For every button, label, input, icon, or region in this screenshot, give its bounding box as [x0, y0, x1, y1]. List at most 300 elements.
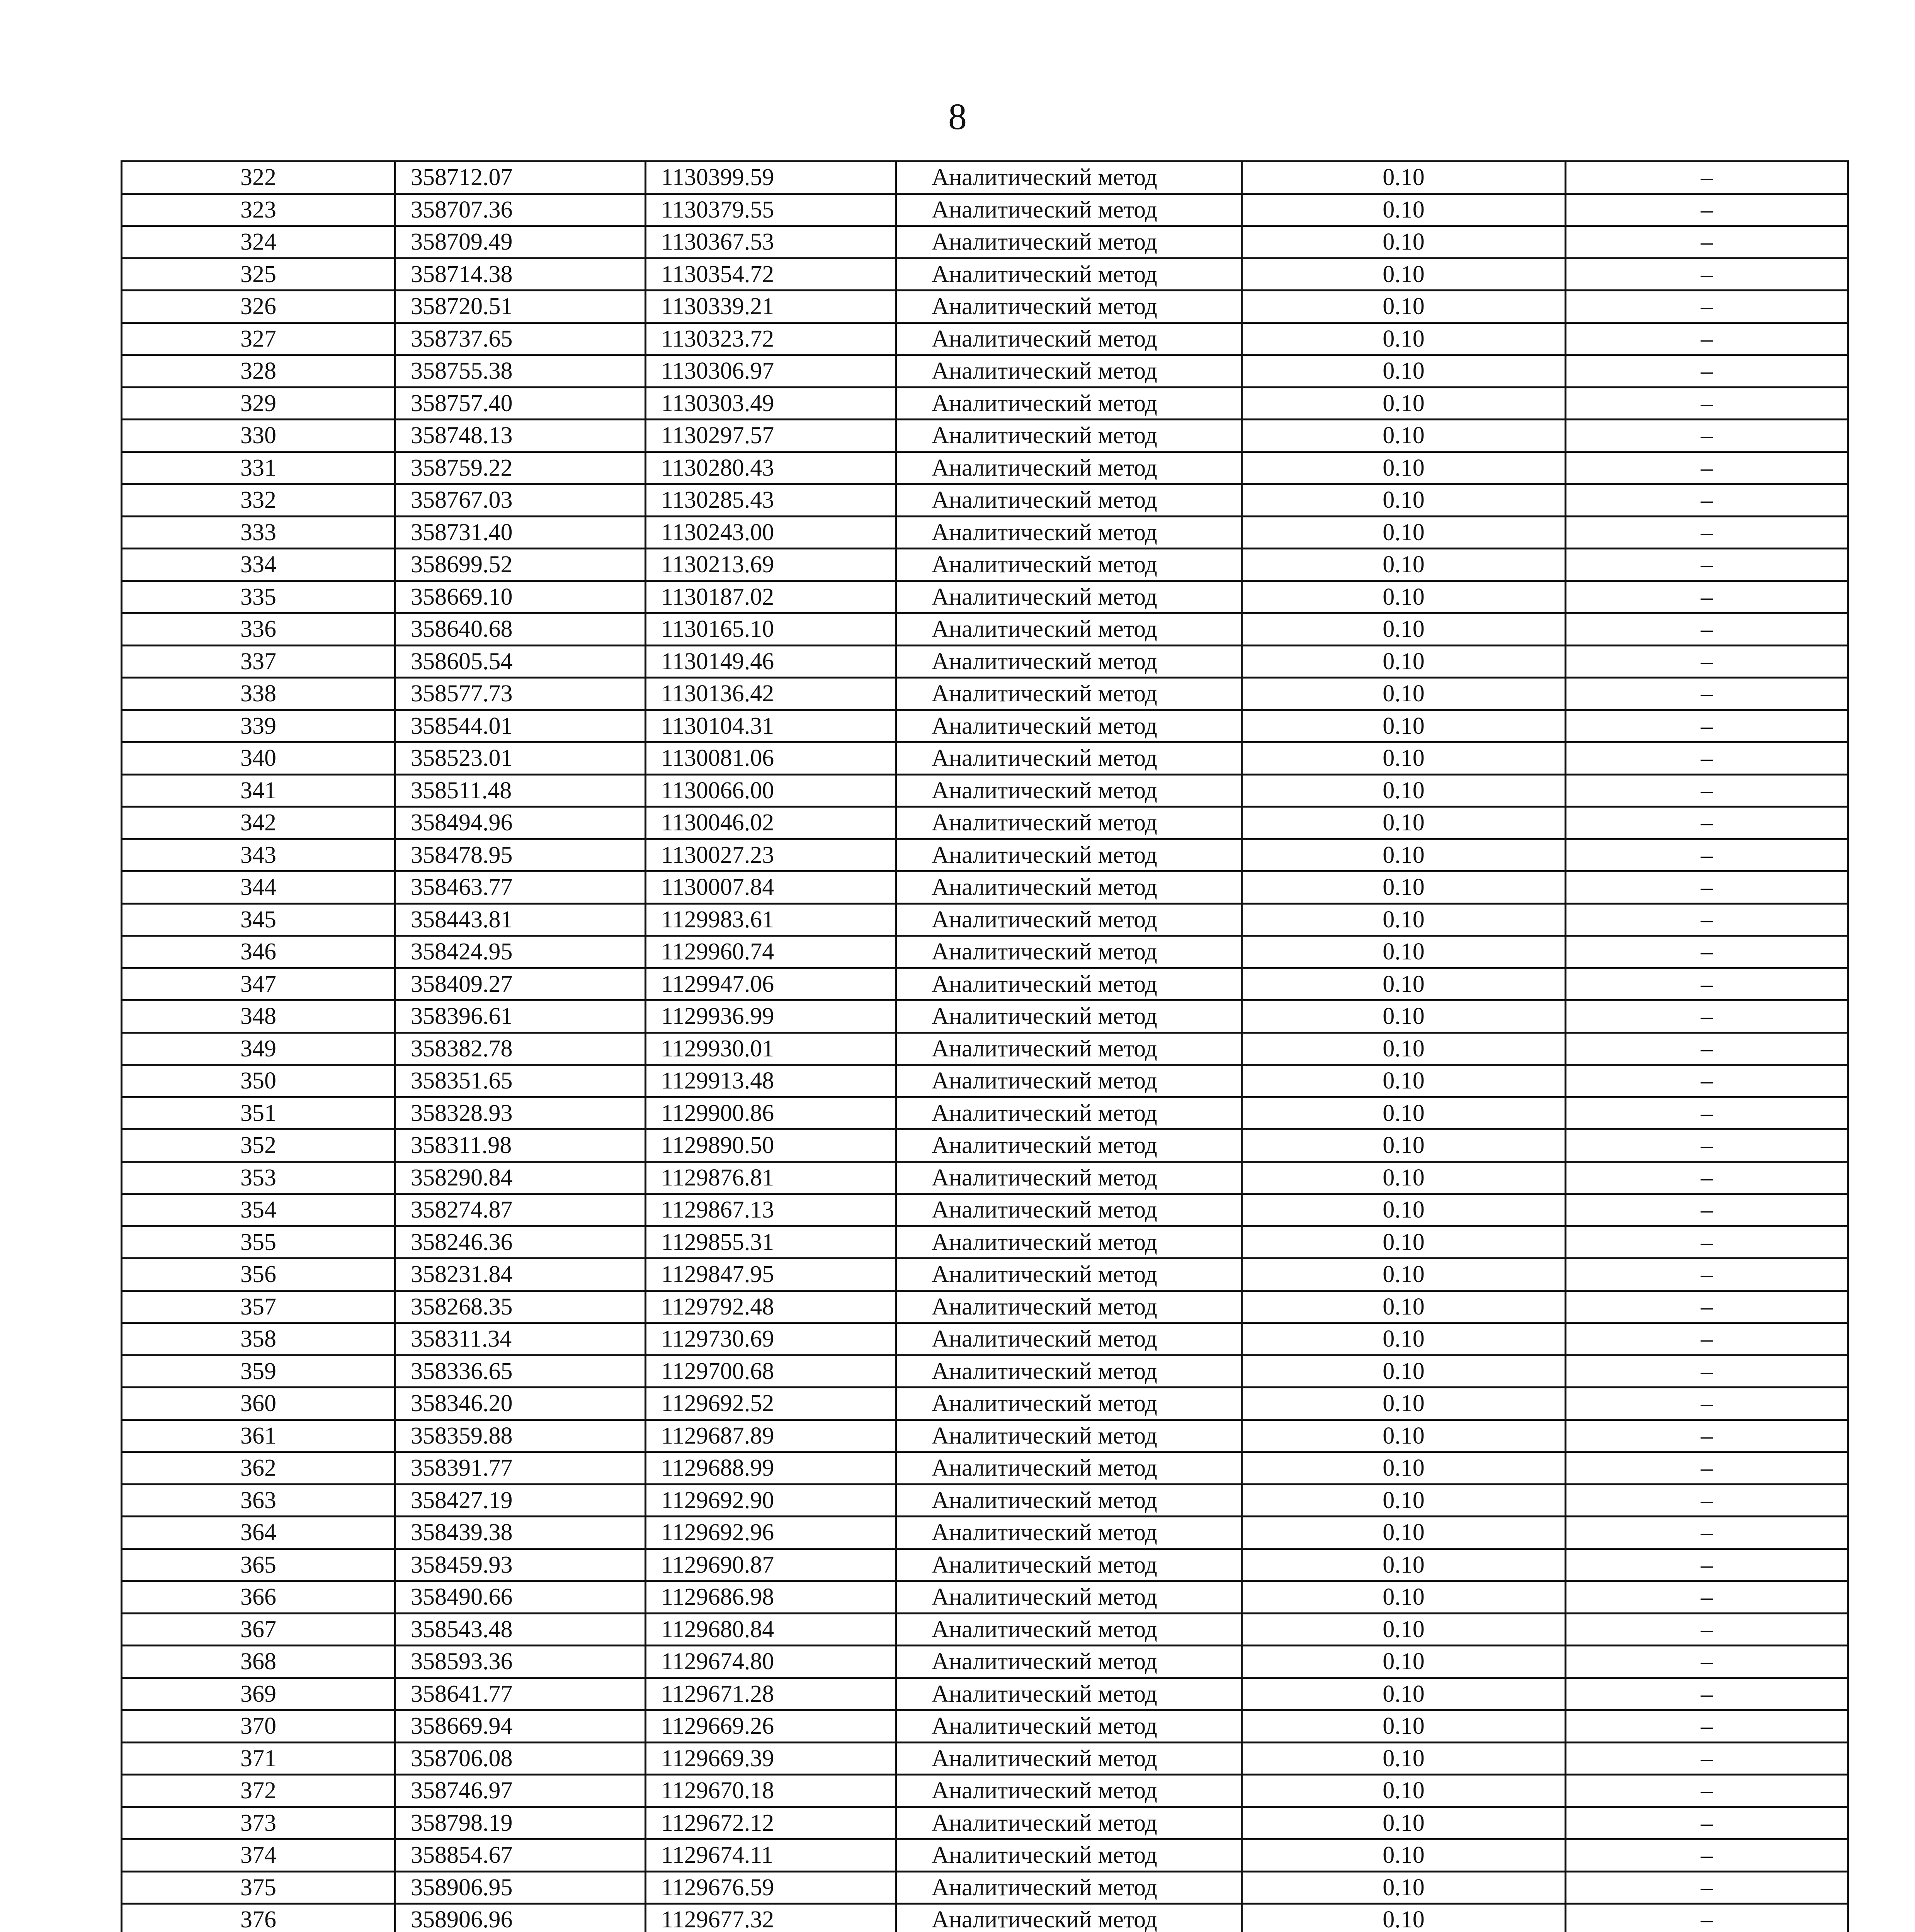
- coord-x: 358712.07: [395, 162, 646, 194]
- point-number: 355: [122, 1226, 395, 1259]
- coord-y: 1130323.72: [646, 323, 896, 355]
- method-cell: Аналитический метод: [896, 1129, 1242, 1162]
- description-cell: –: [1566, 1388, 1848, 1420]
- description-cell: –: [1566, 323, 1848, 355]
- coord-x: 358351.65: [395, 1065, 646, 1097]
- method-cell: Аналитический метод: [896, 1775, 1242, 1807]
- description-cell: –: [1566, 258, 1848, 291]
- method-cell: Аналитический метод: [896, 452, 1242, 484]
- coord-y: 1129930.01: [646, 1032, 896, 1065]
- coord-y: 1130104.31: [646, 710, 896, 742]
- table-row: [122, 871, 1848, 904]
- description-cell: –: [1566, 1839, 1848, 1872]
- method-cell: Аналитический метод: [896, 1484, 1242, 1517]
- method-cell: Аналитический метод: [896, 387, 1242, 420]
- point-number: 370: [122, 1710, 395, 1743]
- coord-x: 358490.66: [395, 1581, 646, 1614]
- table-row: [122, 516, 1848, 549]
- point-number: 349: [122, 1032, 395, 1065]
- description-cell: –: [1566, 1259, 1848, 1291]
- method-cell: Аналитический метод: [896, 1259, 1242, 1291]
- table-row: [122, 1032, 1848, 1065]
- coord-x: 358439.38: [395, 1517, 646, 1549]
- accuracy-cell: 0.10: [1242, 323, 1566, 355]
- coord-x: 358328.93: [395, 1097, 646, 1129]
- method-cell: Аналитический метод: [896, 516, 1242, 549]
- coord-y: 1129674.11: [646, 1839, 896, 1872]
- method-cell: Аналитический метод: [896, 226, 1242, 259]
- table-row: [122, 1162, 1848, 1194]
- method-cell: Аналитический метод: [896, 1807, 1242, 1839]
- point-number: 322: [122, 162, 395, 194]
- description-cell: –: [1566, 1452, 1848, 1485]
- coord-x: 358707.36: [395, 194, 646, 226]
- coord-x: 358443.81: [395, 903, 646, 936]
- coord-y: 1129674.80: [646, 1646, 896, 1678]
- description-cell: –: [1566, 484, 1848, 517]
- accuracy-cell: 0.10: [1242, 258, 1566, 291]
- coord-y: 1129947.06: [646, 968, 896, 1000]
- description-cell: –: [1566, 968, 1848, 1000]
- coord-x: 358699.52: [395, 549, 646, 581]
- table-row: [122, 226, 1848, 259]
- description-cell: –: [1566, 1129, 1848, 1162]
- table-row: [122, 1517, 1848, 1549]
- method-cell: Аналитический метод: [896, 936, 1242, 968]
- coord-y: 1130027.23: [646, 839, 896, 871]
- coord-x: 358311.98: [395, 1129, 646, 1162]
- method-cell: Аналитический метод: [896, 839, 1242, 871]
- description-cell: –: [1566, 1032, 1848, 1065]
- description-cell: –: [1566, 742, 1848, 775]
- point-number: 338: [122, 678, 395, 710]
- point-number: 361: [122, 1420, 395, 1452]
- accuracy-cell: 0.10: [1242, 839, 1566, 871]
- point-number: 331: [122, 452, 395, 484]
- accuracy-cell: 0.10: [1242, 1323, 1566, 1355]
- coord-x: 358231.84: [395, 1259, 646, 1291]
- accuracy-cell: 0.10: [1242, 968, 1566, 1000]
- accuracy-cell: 0.10: [1242, 194, 1566, 226]
- accuracy-cell: 0.10: [1242, 549, 1566, 581]
- table-row: [122, 1226, 1848, 1259]
- description-cell: –: [1566, 1742, 1848, 1775]
- coord-y: 1129855.31: [646, 1226, 896, 1259]
- point-number: 335: [122, 581, 395, 613]
- accuracy-cell: 0.10: [1242, 1710, 1566, 1743]
- coord-x: 358391.77: [395, 1452, 646, 1485]
- coord-y: 1129867.13: [646, 1194, 896, 1226]
- table-row: [122, 1420, 1848, 1452]
- accuracy-cell: 0.10: [1242, 1904, 1566, 1932]
- table-row: [122, 162, 1848, 194]
- method-cell: Аналитический метод: [896, 323, 1242, 355]
- accuracy-cell: 0.10: [1242, 1646, 1566, 1678]
- point-number: 363: [122, 1484, 395, 1517]
- accuracy-cell: 0.10: [1242, 1484, 1566, 1517]
- description-cell: –: [1566, 1420, 1848, 1452]
- coord-x: 358246.36: [395, 1226, 646, 1259]
- point-number: 323: [122, 194, 395, 226]
- accuracy-cell: 0.10: [1242, 1581, 1566, 1614]
- table-row: [122, 1291, 1848, 1323]
- table-row: [122, 1710, 1848, 1743]
- description-cell: –: [1566, 774, 1848, 807]
- table-row: [122, 1484, 1848, 1517]
- table-row: [122, 613, 1848, 646]
- coord-y: 1129692.52: [646, 1388, 896, 1420]
- point-number: 352: [122, 1129, 395, 1162]
- coord-x: 358544.01: [395, 710, 646, 742]
- coord-x: 358409.27: [395, 968, 646, 1000]
- coord-x: 358640.68: [395, 613, 646, 646]
- accuracy-cell: 0.10: [1242, 1065, 1566, 1097]
- accuracy-cell: 0.10: [1242, 162, 1566, 194]
- method-cell: Аналитический метод: [896, 1000, 1242, 1033]
- accuracy-cell: 0.10: [1242, 1291, 1566, 1323]
- accuracy-cell: 0.10: [1242, 1871, 1566, 1904]
- table-row: [122, 1355, 1848, 1388]
- coord-x: 358543.48: [395, 1613, 646, 1646]
- coord-y: 1129669.26: [646, 1710, 896, 1743]
- method-cell: Аналитический метод: [896, 1646, 1242, 1678]
- accuracy-cell: 0.10: [1242, 484, 1566, 517]
- coord-y: 1129876.81: [646, 1162, 896, 1194]
- point-number: 336: [122, 613, 395, 646]
- table-row: [122, 1323, 1848, 1355]
- coord-x: 358463.77: [395, 871, 646, 904]
- coord-y: 1130285.43: [646, 484, 896, 517]
- description-cell: –: [1566, 1710, 1848, 1743]
- method-cell: Аналитический метод: [896, 968, 1242, 1000]
- description-cell: –: [1566, 1226, 1848, 1259]
- accuracy-cell: 0.10: [1242, 1549, 1566, 1581]
- coord-x: 358641.77: [395, 1678, 646, 1710]
- method-cell: Аналитический метод: [896, 291, 1242, 323]
- coord-y: 1130303.49: [646, 387, 896, 420]
- coord-x: 358346.20: [395, 1388, 646, 1420]
- method-cell: Аналитический метод: [896, 1194, 1242, 1226]
- description-cell: –: [1566, 1355, 1848, 1388]
- accuracy-cell: 0.10: [1242, 1807, 1566, 1839]
- coord-x: 358714.38: [395, 258, 646, 291]
- point-number: 366: [122, 1581, 395, 1614]
- point-number: 330: [122, 420, 395, 452]
- page-number: 8: [948, 96, 967, 137]
- table-row: [122, 1000, 1848, 1033]
- method-cell: Аналитический метод: [896, 1613, 1242, 1646]
- method-cell: Аналитический метод: [896, 1871, 1242, 1904]
- point-number: 326: [122, 291, 395, 323]
- description-cell: –: [1566, 1871, 1848, 1904]
- description-cell: –: [1566, 420, 1848, 452]
- point-number: 376: [122, 1904, 395, 1932]
- method-cell: Аналитический метод: [896, 1517, 1242, 1549]
- coord-y: 1129677.32: [646, 1904, 896, 1932]
- coord-y: 1130399.59: [646, 162, 896, 194]
- point-number: 353: [122, 1162, 395, 1194]
- coord-y: 1130046.02: [646, 807, 896, 839]
- description-cell: –: [1566, 1646, 1848, 1678]
- coord-y: 1130136.42: [646, 678, 896, 710]
- coord-y: 1129792.48: [646, 1291, 896, 1323]
- table-row: [122, 710, 1848, 742]
- coord-x: 358731.40: [395, 516, 646, 549]
- boundary-points-rows: [122, 162, 1848, 1932]
- table-row: [122, 1742, 1848, 1775]
- description-cell: –: [1566, 1678, 1848, 1710]
- accuracy-cell: 0.10: [1242, 807, 1566, 839]
- method-cell: Аналитический метод: [896, 420, 1242, 452]
- description-cell: –: [1566, 581, 1848, 613]
- point-number: 359: [122, 1355, 395, 1388]
- point-number: 362: [122, 1452, 395, 1485]
- description-cell: –: [1566, 194, 1848, 226]
- point-number: 375: [122, 1871, 395, 1904]
- coord-x: 358427.19: [395, 1484, 646, 1517]
- coord-x: 358706.08: [395, 1742, 646, 1775]
- method-cell: Аналитический метод: [896, 1388, 1242, 1420]
- coord-x: 358748.13: [395, 420, 646, 452]
- table-row: [122, 968, 1848, 1000]
- table-row: [122, 1646, 1848, 1678]
- coord-y: 1129900.86: [646, 1097, 896, 1129]
- point-number: 334: [122, 549, 395, 581]
- accuracy-cell: 0.10: [1242, 936, 1566, 968]
- table-row: [122, 581, 1848, 613]
- description-cell: –: [1566, 936, 1848, 968]
- accuracy-cell: 0.10: [1242, 581, 1566, 613]
- description-cell: –: [1566, 226, 1848, 259]
- point-number: 356: [122, 1259, 395, 1291]
- coord-x: 358605.54: [395, 645, 646, 678]
- method-cell: Аналитический метод: [896, 871, 1242, 904]
- accuracy-cell: 0.10: [1242, 1226, 1566, 1259]
- description-cell: –: [1566, 452, 1848, 484]
- accuracy-cell: 0.10: [1242, 1452, 1566, 1485]
- table-row: [122, 1549, 1848, 1581]
- point-number: 347: [122, 968, 395, 1000]
- description-cell: –: [1566, 1613, 1848, 1646]
- description-cell: –: [1566, 1484, 1848, 1517]
- table-row: [122, 645, 1848, 678]
- point-number: 368: [122, 1646, 395, 1678]
- coord-y: 1130081.06: [646, 742, 896, 775]
- coord-x: 358336.65: [395, 1355, 646, 1388]
- table-row: [122, 194, 1848, 226]
- method-cell: Аналитический метод: [896, 1420, 1242, 1452]
- accuracy-cell: 0.10: [1242, 291, 1566, 323]
- method-cell: Аналитический метод: [896, 710, 1242, 742]
- coord-x: 358669.94: [395, 1710, 646, 1743]
- description-cell: –: [1566, 1581, 1848, 1614]
- coord-x: 358757.40: [395, 387, 646, 420]
- method-cell: Аналитический метод: [896, 903, 1242, 936]
- method-cell: Аналитический метод: [896, 1323, 1242, 1355]
- description-cell: –: [1566, 1162, 1848, 1194]
- method-cell: Аналитический метод: [896, 162, 1242, 194]
- description-cell: –: [1566, 516, 1848, 549]
- point-number: 325: [122, 258, 395, 291]
- table-row: [122, 1065, 1848, 1097]
- table-row: [122, 452, 1848, 484]
- method-cell: Аналитический метод: [896, 194, 1242, 226]
- coord-y: 1129936.99: [646, 1000, 896, 1033]
- method-cell: Аналитический метод: [896, 549, 1242, 581]
- point-number: 371: [122, 1742, 395, 1775]
- method-cell: Аналитический метод: [896, 1032, 1242, 1065]
- method-cell: Аналитический метод: [896, 645, 1242, 678]
- coord-x: 358759.22: [395, 452, 646, 484]
- accuracy-cell: 0.10: [1242, 1742, 1566, 1775]
- coord-x: 358798.19: [395, 1807, 646, 1839]
- description-cell: –: [1566, 1291, 1848, 1323]
- table-row: [122, 1775, 1848, 1807]
- coord-y: 1130306.97: [646, 355, 896, 388]
- accuracy-cell: 0.10: [1242, 420, 1566, 452]
- point-number: 357: [122, 1291, 395, 1323]
- method-cell: Аналитический метод: [896, 774, 1242, 807]
- table-row: [122, 1581, 1848, 1614]
- coord-y: 1130007.84: [646, 871, 896, 904]
- coord-y: 1130379.55: [646, 194, 896, 226]
- coord-y: 1130297.57: [646, 420, 896, 452]
- method-cell: Аналитический метод: [896, 1549, 1242, 1581]
- coord-x: 358755.38: [395, 355, 646, 388]
- method-cell: Аналитический метод: [896, 1904, 1242, 1932]
- coord-x: 358311.34: [395, 1323, 646, 1355]
- coord-x: 358424.95: [395, 936, 646, 968]
- coord-x: 358268.35: [395, 1291, 646, 1323]
- table-row: [122, 936, 1848, 968]
- table-row: [122, 291, 1848, 323]
- accuracy-cell: 0.10: [1242, 742, 1566, 775]
- point-number: 351: [122, 1097, 395, 1129]
- description-cell: –: [1566, 1323, 1848, 1355]
- table-row: [122, 1904, 1848, 1932]
- coord-y: 1129687.89: [646, 1420, 896, 1452]
- accuracy-cell: 0.10: [1242, 1613, 1566, 1646]
- accuracy-cell: 0.10: [1242, 678, 1566, 710]
- table-row: [122, 323, 1848, 355]
- method-cell: Аналитический метод: [896, 1581, 1242, 1614]
- coord-y: 1129960.74: [646, 936, 896, 968]
- method-cell: Аналитический метод: [896, 742, 1242, 775]
- description-cell: –: [1566, 1000, 1848, 1033]
- description-cell: –: [1566, 871, 1848, 904]
- method-cell: Аналитический метод: [896, 1226, 1242, 1259]
- description-cell: –: [1566, 162, 1848, 194]
- description-cell: –: [1566, 549, 1848, 581]
- coord-y: 1129688.99: [646, 1452, 896, 1485]
- coord-x: 358494.96: [395, 807, 646, 839]
- coord-y: 1129680.84: [646, 1613, 896, 1646]
- method-cell: Аналитический метод: [896, 1839, 1242, 1872]
- boundary-points-table: [121, 160, 1849, 1932]
- point-number: 324: [122, 226, 395, 259]
- coord-y: 1129670.18: [646, 1775, 896, 1807]
- description-cell: –: [1566, 1065, 1848, 1097]
- accuracy-cell: 0.10: [1242, 1032, 1566, 1065]
- accuracy-cell: 0.10: [1242, 355, 1566, 388]
- method-cell: Аналитический метод: [896, 1097, 1242, 1129]
- coord-x: 358746.97: [395, 1775, 646, 1807]
- point-number: 367: [122, 1613, 395, 1646]
- accuracy-cell: 0.10: [1242, 1259, 1566, 1291]
- accuracy-cell: 0.10: [1242, 1775, 1566, 1807]
- coord-x: 358523.01: [395, 742, 646, 775]
- method-cell: Аналитический метод: [896, 1678, 1242, 1710]
- point-number: 374: [122, 1839, 395, 1872]
- point-number: 328: [122, 355, 395, 388]
- table-row: [122, 678, 1848, 710]
- coord-y: 1130213.69: [646, 549, 896, 581]
- point-number: 358: [122, 1323, 395, 1355]
- point-number: 365: [122, 1549, 395, 1581]
- coord-x: 358709.49: [395, 226, 646, 259]
- coord-y: 1129913.48: [646, 1065, 896, 1097]
- accuracy-cell: 0.10: [1242, 1355, 1566, 1388]
- method-cell: Аналитический метод: [896, 1452, 1242, 1485]
- coord-y: 1129700.68: [646, 1355, 896, 1388]
- description-cell: –: [1566, 645, 1848, 678]
- accuracy-cell: 0.10: [1242, 1388, 1566, 1420]
- coord-y: 1129690.87: [646, 1549, 896, 1581]
- point-number: 344: [122, 871, 395, 904]
- accuracy-cell: 0.10: [1242, 226, 1566, 259]
- coord-y: 1130280.43: [646, 452, 896, 484]
- method-cell: Аналитический метод: [896, 1291, 1242, 1323]
- accuracy-cell: 0.10: [1242, 871, 1566, 904]
- coord-x: 358854.67: [395, 1839, 646, 1872]
- method-cell: Аналитический метод: [896, 1162, 1242, 1194]
- accuracy-cell: 0.10: [1242, 903, 1566, 936]
- description-cell: –: [1566, 1517, 1848, 1549]
- description-cell: –: [1566, 903, 1848, 936]
- description-cell: –: [1566, 839, 1848, 871]
- table-row: [122, 839, 1848, 871]
- table-row: [122, 484, 1848, 517]
- table-row: [122, 258, 1848, 291]
- table-row: [122, 1871, 1848, 1904]
- coord-y: 1129671.28: [646, 1678, 896, 1710]
- table-row: [122, 742, 1848, 775]
- coord-y: 1129686.98: [646, 1581, 896, 1614]
- point-number: 348: [122, 1000, 395, 1033]
- point-number: 333: [122, 516, 395, 549]
- coord-x: 358906.95: [395, 1871, 646, 1904]
- table-row: [122, 1097, 1848, 1129]
- coord-x: 358396.61: [395, 1000, 646, 1033]
- point-number: 329: [122, 387, 395, 420]
- coord-x: 358359.88: [395, 1420, 646, 1452]
- table-row: [122, 903, 1848, 936]
- coord-x: 358737.65: [395, 323, 646, 355]
- description-cell: –: [1566, 355, 1848, 388]
- coord-y: 1129692.96: [646, 1517, 896, 1549]
- description-cell: –: [1566, 291, 1848, 323]
- point-number: 332: [122, 484, 395, 517]
- description-cell: –: [1566, 1807, 1848, 1839]
- point-number: 369: [122, 1678, 395, 1710]
- accuracy-cell: 0.10: [1242, 452, 1566, 484]
- coord-x: 358577.73: [395, 678, 646, 710]
- accuracy-cell: 0.10: [1242, 1517, 1566, 1549]
- coord-y: 1130339.21: [646, 291, 896, 323]
- accuracy-cell: 0.10: [1242, 1129, 1566, 1162]
- description-cell: –: [1566, 1194, 1848, 1226]
- table-row: [122, 1839, 1848, 1872]
